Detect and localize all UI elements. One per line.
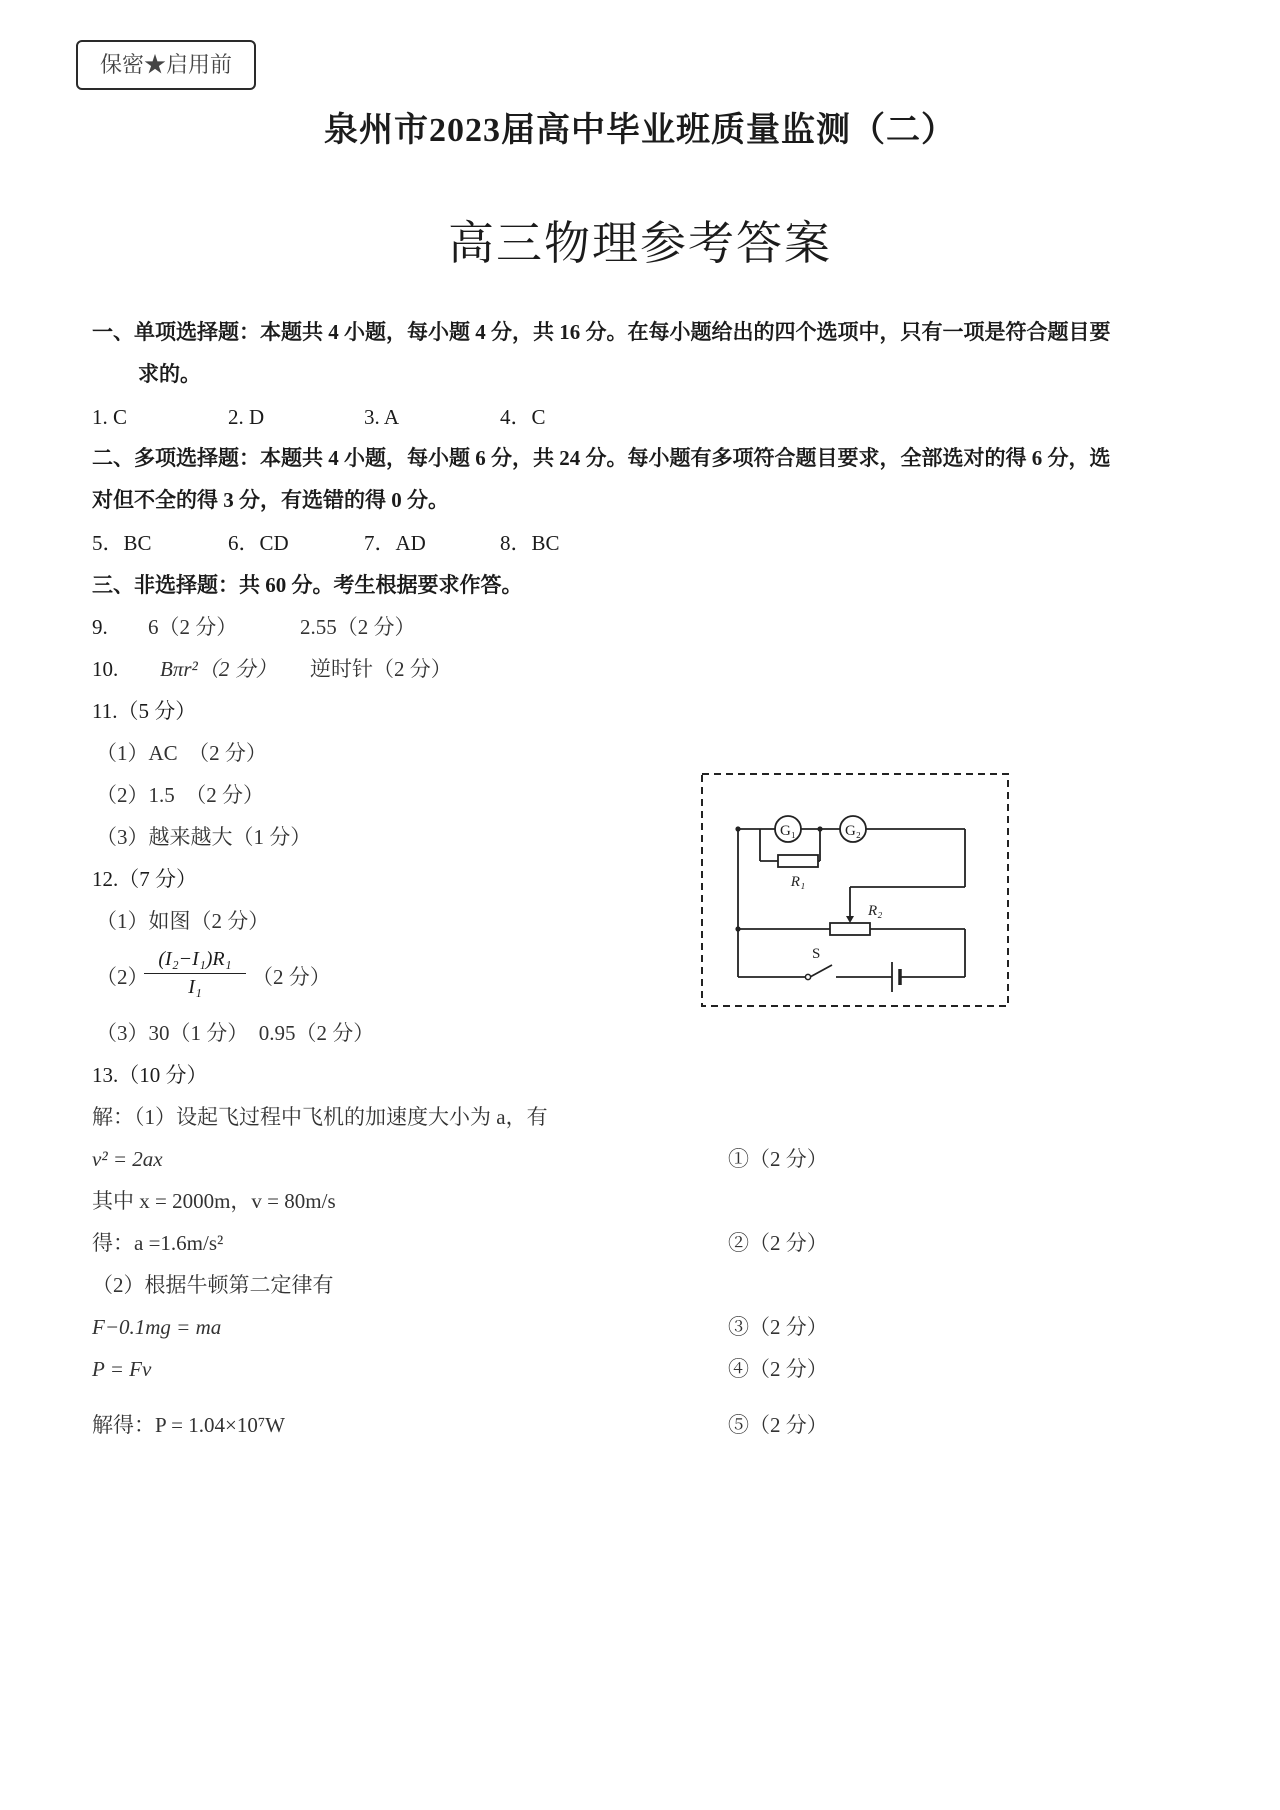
q12-header: 12.（7 分） xyxy=(92,867,197,891)
g1-label: G₁ xyxy=(779,823,797,839)
section1-instructions: 一、单项选择题：本题共 4 小题，每小题 4 分，共 16 分。在每小题给出的四个选项中，只有一项是符合题目要 xyxy=(92,320,1111,344)
answer-7: 7．AD xyxy=(364,531,426,555)
switch-label: S xyxy=(812,946,821,962)
q13-score-4: ④（2 分） xyxy=(728,1357,828,1381)
answer-2: 2. D xyxy=(228,405,265,429)
rheostat-r2-icon xyxy=(830,923,870,935)
section3-instructions: 三、非选择题：共 60 分。考生根据要求作答。 xyxy=(92,573,523,597)
q13-score-3: ③（2 分） xyxy=(728,1315,828,1339)
answer-6: 6．CD xyxy=(228,531,289,555)
q10-answer-2: 逆时针（2 分） xyxy=(310,657,452,681)
answer-1: 1. C xyxy=(92,405,128,429)
q13-line-1: 解：（1）设起飞过程中飞机的加速度大小为 a，有 xyxy=(92,1105,548,1129)
q12-part3: （3）30（1 分） 0.95（2 分） xyxy=(96,1021,375,1045)
q13-line-6: F−0.1mg = ma xyxy=(92,1315,222,1339)
q12-part1: （1）如图（2 分） xyxy=(96,909,270,933)
q10-answer-1: Bπr²（2 分） xyxy=(160,657,277,681)
answer-4: 4．C xyxy=(500,405,546,429)
q13-line-7: P = Fv xyxy=(92,1357,152,1381)
q9-answer-1: 6（2 分） xyxy=(148,615,238,639)
r1-label: R₁ xyxy=(790,874,806,890)
section1-instructions-cont: 求的。 xyxy=(138,362,201,386)
confidential-badge: 保密★启用前 xyxy=(76,40,256,90)
q12-part2-label: （2） xyxy=(96,965,149,989)
q13-line-2: v² = 2ax xyxy=(92,1147,163,1171)
q11-part2: （2）1.5 （2 分） xyxy=(96,783,264,807)
answer-5: 5．BC xyxy=(92,531,152,555)
q12-fraction xyxy=(140,948,250,999)
q13-line-4: 得：a =1.6m/s² xyxy=(92,1231,224,1255)
section2-instructions-cont: 对但不全的得 3 分，有选错的得 0 分。 xyxy=(92,488,449,512)
exam-title: 泉州市2023届高中毕业班质量监测（二） xyxy=(324,112,956,149)
q11-header: 11.（5 分） xyxy=(92,699,197,723)
answer-key-title: 高三物理参考答案 xyxy=(448,216,832,270)
q11-part3: （3）越来越大（1 分） xyxy=(96,825,312,849)
fraction-bar xyxy=(144,973,246,974)
q13-header: 13.（10 分） xyxy=(92,1063,208,1087)
q12-fraction-denominator: I₁ xyxy=(188,976,202,998)
switch-icon xyxy=(805,974,810,979)
q10-number: 10. xyxy=(92,657,119,681)
answer-8: 8．BC xyxy=(500,531,560,555)
resistor-r1-icon xyxy=(778,855,818,867)
q12-fraction-numerator: (I₂−I₁)R₁ xyxy=(158,948,232,970)
q9-number: 9. xyxy=(92,615,108,639)
r2-label: R₂ xyxy=(868,903,883,919)
q9-answer-2: 2.55（2 分） xyxy=(300,615,416,639)
q13-score-2: ②（2 分） xyxy=(728,1231,828,1255)
q12-part2-score: （2 分） xyxy=(252,965,331,989)
answer-3: 3. A xyxy=(364,405,400,429)
g2-label: G₂ xyxy=(844,823,862,839)
circuit-diagram xyxy=(700,772,1010,1008)
slider-arrow-icon xyxy=(846,916,854,923)
q13-score-5: ⑤（2 分） xyxy=(728,1413,828,1437)
q13-line-3: 其中 x = 2000m，v = 80m/s xyxy=(92,1189,336,1213)
q13-line-5: （2）根据牛顿第二定律有 xyxy=(92,1273,334,1297)
q13-score-1: ①（2 分） xyxy=(728,1147,828,1171)
q13-line-8: 解得：P = 1.04×10⁷W xyxy=(92,1413,285,1437)
dashed-frame xyxy=(702,774,1008,1006)
section2-instructions: 二、多项选择题：本题共 4 小题，每小题 6 分，共 24 分。每小题有多项符合题目要求，全部选对的得 6 分，选 xyxy=(92,446,1111,470)
q11-part1: （1）AC （2 分） xyxy=(96,741,267,765)
